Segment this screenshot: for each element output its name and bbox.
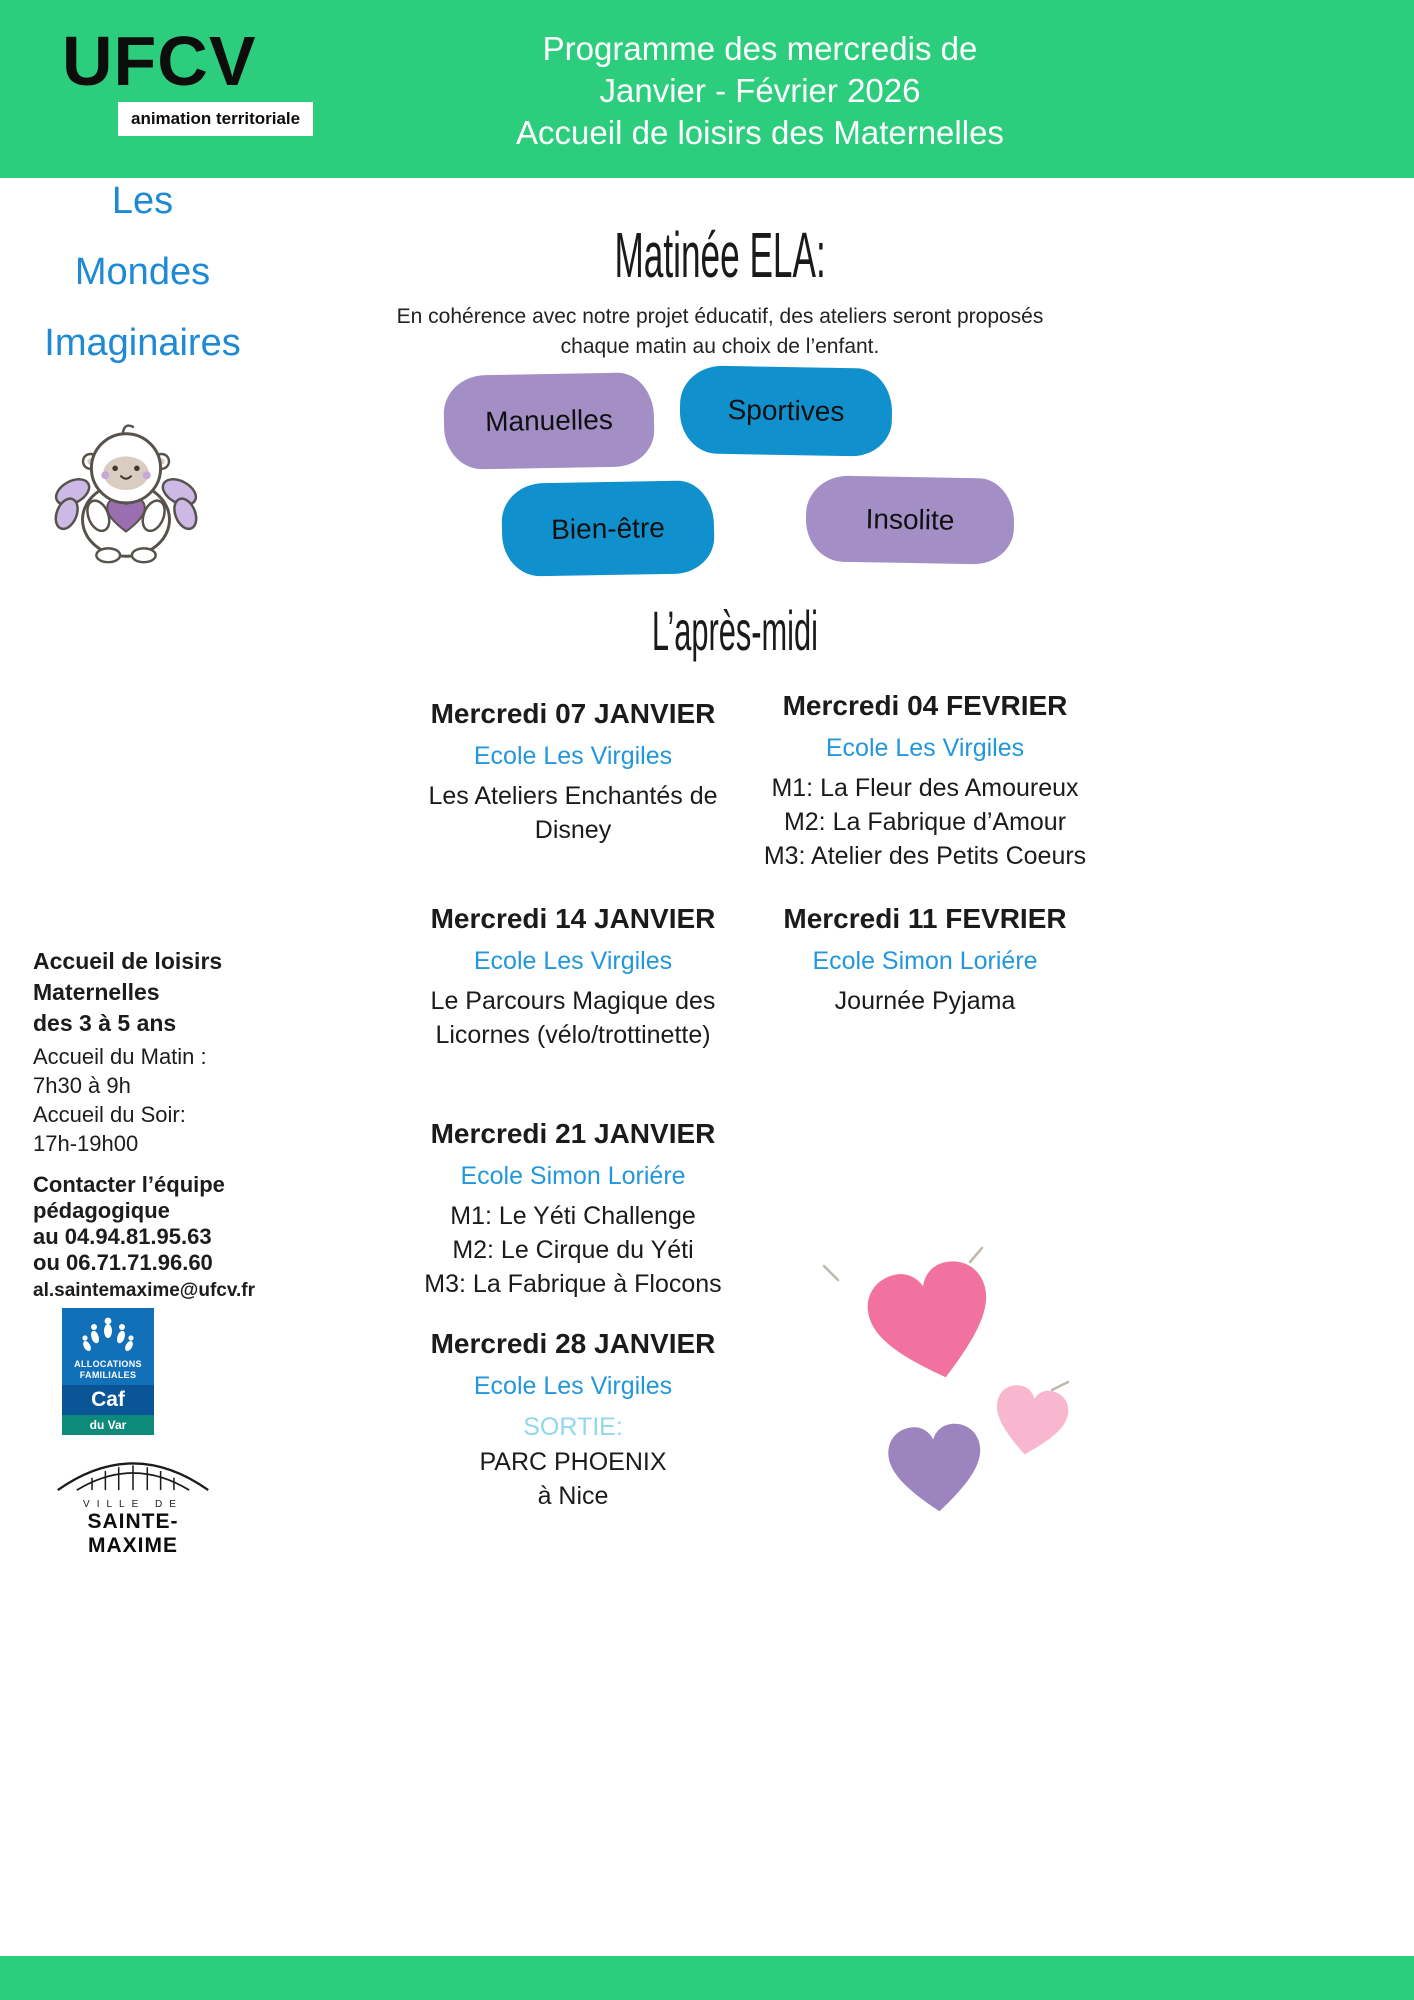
event-activity: Disney (534, 816, 612, 844)
activity-pill-manuelles: Manuelles (443, 372, 655, 470)
text-line: 7h30 à 9h (33, 1073, 131, 1098)
header-banner (0, 0, 1414, 178)
ufcv-logo-text: UFCV (62, 22, 257, 100)
event-date: Mercredi 07 JANVIER (430, 698, 716, 729)
heart-purple-icon (886, 1422, 985, 1516)
event-activity: M3: La Fabrique à Flocons (424, 1270, 722, 1298)
event-block-04-fevrier (745, 690, 1105, 873)
event-activity: Licornes (vélo/trottinette) (435, 1021, 711, 1049)
text-line: Contacter l’équipe (33, 1172, 225, 1197)
heart-light-pink-icon (989, 1382, 1071, 1461)
event-block-28-janvier (393, 1328, 753, 1513)
caf-people-icon (78, 1314, 138, 1354)
text-line: 17h-19h00 (33, 1131, 139, 1156)
caf-du-var-logo (62, 1308, 154, 1435)
text-line: Accueil de loisirs (33, 948, 223, 974)
contact-info (33, 1172, 323, 1276)
event-school: Ecole Simon Loriére (460, 1162, 686, 1190)
event-activity: M1: La Fleur des Amoureux (771, 774, 1079, 802)
text-line: Accueil du Soir: (33, 1102, 186, 1127)
caf-logo-motif (62, 1308, 154, 1385)
text-line: ou 06.71.71.96.60 (33, 1250, 213, 1275)
morning-title-text: Matinée ELA: (614, 219, 826, 291)
event-activity: Les Ateliers Enchantés de (428, 782, 718, 810)
caf-logo-line1: ALLOCATIONS (74, 1359, 142, 1369)
caf-logo-region: du Var (62, 1415, 154, 1435)
event-block-21-janvier (393, 1118, 753, 1301)
event-block-11-fevrier (745, 903, 1105, 1018)
contact-email: al.saintemaxime@ufcv.fr (33, 1280, 255, 1301)
event-activity: Journée Pyjama (834, 987, 1016, 1015)
ufcv-logo-tagline: animation territoriale (118, 102, 313, 136)
text-line: des 3 à 5 ans (33, 1010, 177, 1036)
morning-description (330, 302, 1110, 362)
activity-pill-sportives: Sportives (679, 365, 893, 457)
event-block-07-janvier (393, 698, 753, 847)
afternoon-title-text: L’après-midi (651, 599, 819, 662)
event-school: Ecole Les Virgiles (825, 734, 1025, 762)
event-school: Ecole Les Virgiles (473, 1372, 673, 1400)
event-school: Ecole Les Virgiles (473, 947, 673, 975)
winged-yeti-mascot-icon (42, 418, 210, 568)
city-logo-line1: VILLE DE (83, 1499, 183, 1510)
center-info (33, 946, 323, 1039)
sketch-mark (970, 1248, 982, 1262)
caf-logo-name: Caf (62, 1385, 154, 1415)
event-date: Mercredi 21 JANVIER (430, 1118, 716, 1149)
event-activity: M3: Atelier des Petits Coeurs (763, 842, 1087, 870)
text-line: En cohérence avec notre projet éducatif, des ateliers seront proposés (396, 305, 1044, 328)
ufcv-logo (62, 24, 313, 136)
event-school: Ecole Les Virgiles (473, 742, 673, 770)
event-activity: PARC PHOENIX (479, 1448, 667, 1476)
text-line: Imaginaires (44, 322, 241, 364)
morning-section-title (330, 218, 1110, 292)
heart-pink-icon (861, 1254, 1004, 1391)
event-school: Ecole Simon Loriére (812, 947, 1038, 975)
text-line: Mondes (74, 251, 211, 293)
page-title (400, 28, 1120, 154)
event-activity: à Nice (537, 1482, 609, 1510)
bridge-icon (48, 1452, 218, 1492)
event-sortie: SORTIE: (523, 1413, 623, 1441)
text-line: Les (111, 180, 174, 222)
hearts-decoration (820, 1240, 1140, 1540)
text-line: chaque matin au choix de l’enfant. (560, 335, 880, 358)
event-activity: M2: Le Cirque du Yéti (452, 1236, 694, 1264)
text-line: Accueil de loisirs des Maternelles (516, 114, 1004, 151)
text-line: au 04.94.81.95.63 (33, 1224, 212, 1249)
event-block-14-janvier (393, 903, 753, 1052)
event-activity: Le Parcours Magique des (430, 987, 716, 1015)
afternoon-section-title (330, 598, 1140, 663)
text-line: pédagogique (33, 1198, 170, 1223)
text-line: Maternelles (33, 979, 160, 1005)
sketch-mark (824, 1266, 838, 1280)
event-date: Mercredi 04 FEVRIER (782, 690, 1068, 721)
theme-title (25, 182, 260, 395)
text-line: Programme des mercredis de (542, 30, 978, 67)
mascot-head (83, 426, 169, 503)
activity-pill-bien-être: Bien-être (501, 480, 715, 577)
event-date: Mercredi 14 JANVIER (430, 903, 716, 934)
event-date: Mercredi 11 FEVRIER (783, 903, 1067, 934)
text-line: Janvier - Février 2026 (599, 72, 921, 109)
caf-logo-line2: FAMILIALES (79, 1370, 137, 1380)
event-activity: M1: Le Yéti Challenge (450, 1202, 696, 1230)
activity-pill-insolite: Insolite (805, 475, 1014, 565)
event-activity: M2: La Fabrique d’Amour (783, 808, 1067, 836)
opening-hours (33, 1042, 323, 1158)
text-line: Accueil du Matin : (33, 1044, 207, 1069)
city-logo-line2: SAINTE-MAXIME (87, 1510, 179, 1557)
sainte-maxime-logo (44, 1452, 222, 1558)
footer-bar (0, 1956, 1414, 2000)
sketch-mark (1052, 1382, 1068, 1390)
event-date: Mercredi 28 JANVIER (430, 1328, 716, 1359)
